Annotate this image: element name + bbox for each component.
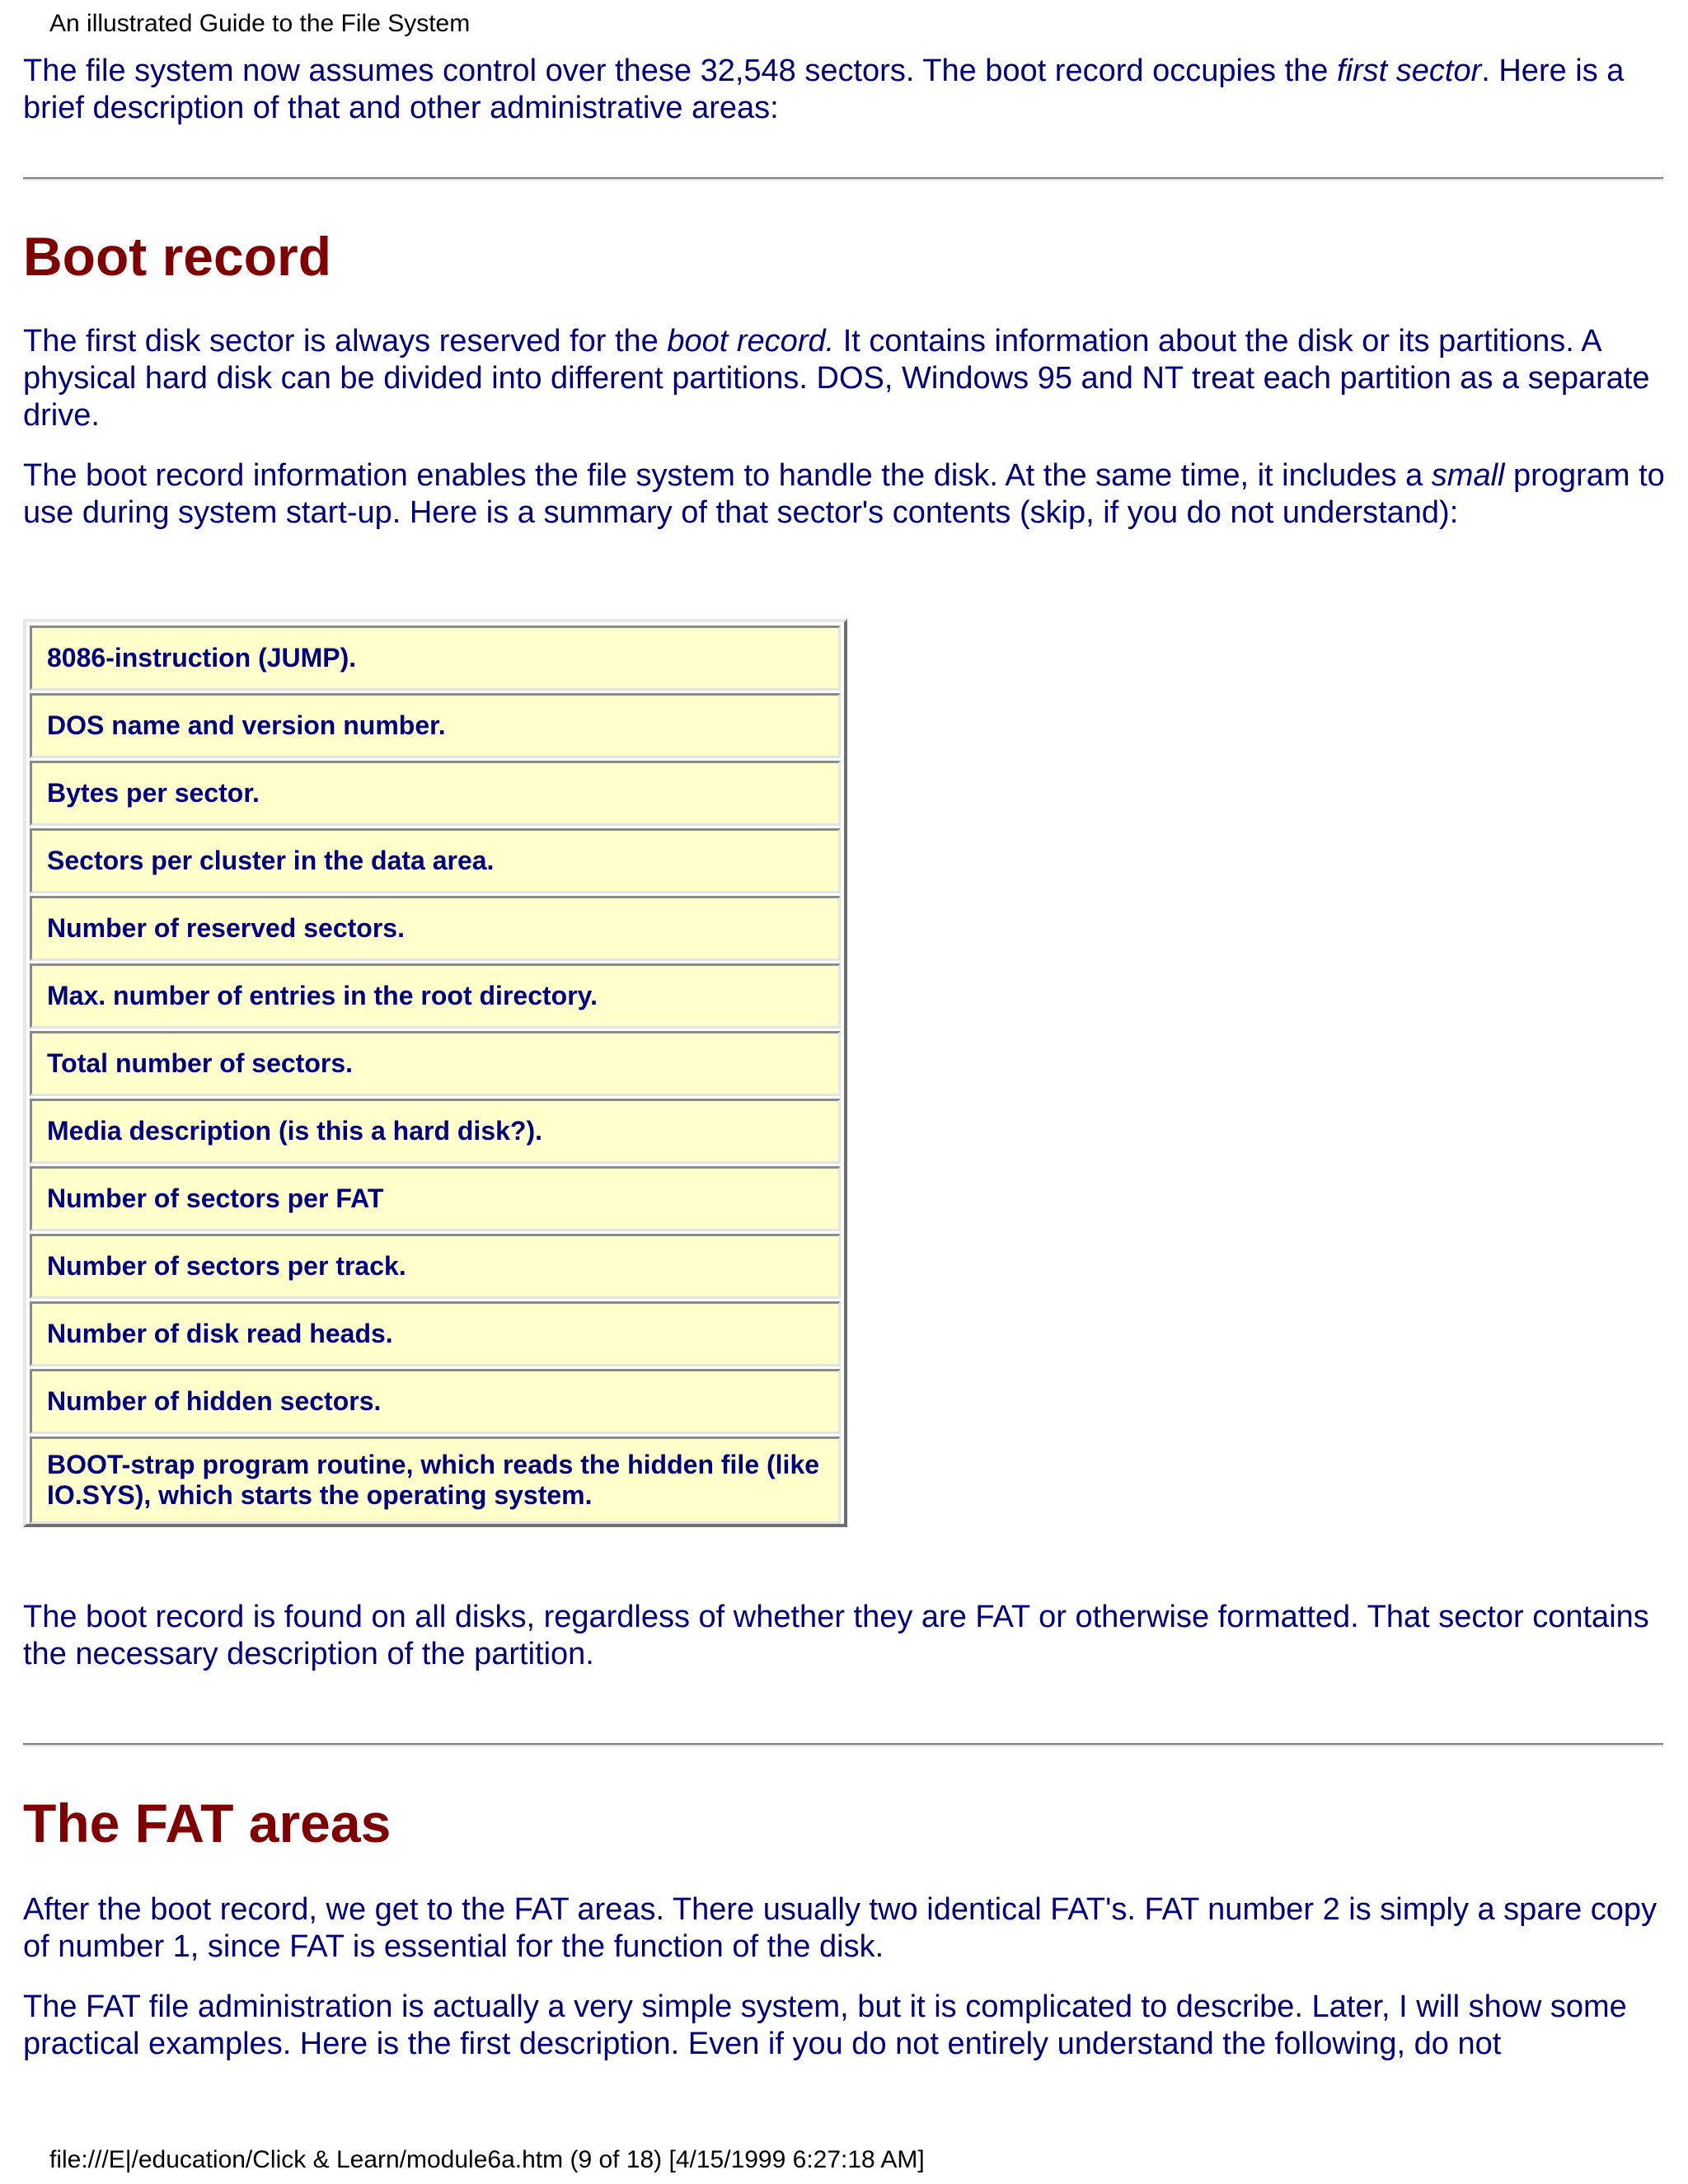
- table-row: Number of sectors per FAT: [30, 1166, 841, 1231]
- intro-text-1: The file system now assumes control over these 32,548 sectors. The boot record occupies the: [23, 54, 1337, 88]
- table-row: Number of reserved sectors.: [30, 896, 841, 961]
- table-row: BOOT-strap program routine, which reads the hidden file (like IO.SYS), which starts the operating system.: [30, 1436, 841, 1524]
- table-row: Sectors per cluster in the data area.: [30, 828, 841, 893]
- fat-areas-paragraph-2: The FAT file administration is actually a very simple system, but it is complicated to describe. Later, I will show some practical examples. Here is the first description. Even if you do not entirely understand the following, do not: [23, 1990, 1627, 2061]
- table-row: DOS name and version number.: [30, 693, 841, 758]
- boot-p1-emphasis: boot record.: [667, 324, 835, 359]
- intro-text-2: . Here is a brief description of that and other administrative areas:: [23, 54, 1625, 125]
- boot-record-contents-table: [23, 619, 847, 1527]
- table-row: Total number of sectors.: [30, 1031, 841, 1096]
- intro-emphasis: first sector: [1337, 54, 1482, 88]
- page-header: An illustrated Guide to the File System: [49, 10, 471, 37]
- fat-areas-paragraph-1: After the boot record, we get to the FAT areas. There usually two identical FAT's. FAT number 2 is simply a spare copy of number 1, since FAT is essential for the function of the disk.: [23, 1892, 1658, 1964]
- boot-p2-text-1: The boot record information enables the file system to handle the disk. At the same time, it includes a: [23, 458, 1432, 493]
- boot-record-paragraph-1: [23, 323, 1667, 434]
- boot-p1-text-2: It contains information about the disk or its partitions. A physical hard disk can be divided into different partitions. DOS, Windows 95 and NT treat each partition as a separate drive.: [23, 324, 1650, 433]
- table-row: Bytes per sector.: [30, 761, 841, 826]
- table-row: Number of disk read heads.: [30, 1301, 841, 1366]
- boot-record-heading: Boot record: [23, 226, 332, 287]
- table-row: 8086-instruction (JUMP).: [30, 626, 841, 691]
- boot-record-paragraph-2: [23, 457, 1667, 532]
- table-row: Number of hidden sectors.: [30, 1369, 841, 1434]
- fat-areas-heading: The FAT areas: [23, 1793, 392, 1854]
- page-footer: file:///E|/education/Click & Learn/module6a.htm (9 of 18) [4/15/1999 6:27:18 AM]: [49, 2146, 925, 2173]
- table-row: Number of sectors per track.: [30, 1234, 841, 1299]
- boot-p2-emphasis: small: [1431, 458, 1505, 493]
- intro-paragraph: [23, 53, 1667, 127]
- boot-record-paragraph-3: The boot record is found on all disks, regardless of whether they are FAT or otherwise formatted. That sector contains the necessary description of the partition.: [23, 1600, 1649, 1671]
- boot-p1-text-1: The first disk sector is always reserved for the: [23, 324, 668, 359]
- divider: [23, 1743, 1663, 1746]
- boot-p2-text-2: program to use during system start-up. Here is a summary of that sector's contents (skip, if you do not understand):: [23, 458, 1665, 530]
- table-row: Max. number of entries in the root directory.: [30, 963, 841, 1029]
- table-row: Media description (is this a hard disk?).: [30, 1099, 841, 1164]
- divider: [23, 177, 1663, 180]
